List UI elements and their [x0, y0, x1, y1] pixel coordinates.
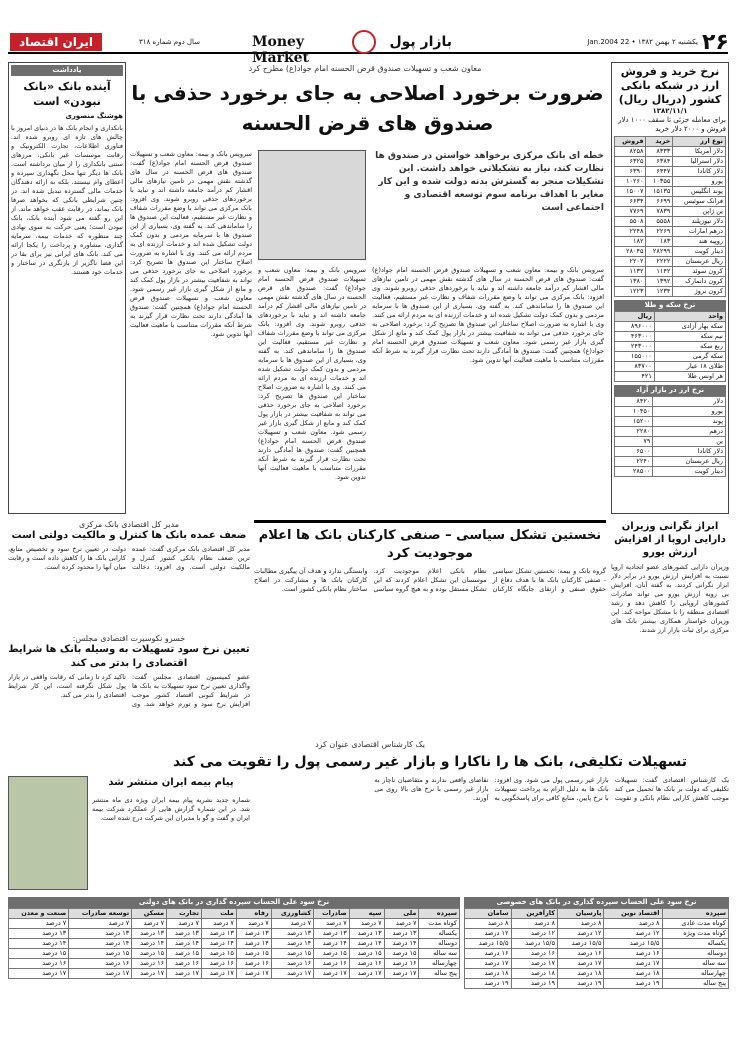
fx-row-cell: ۱۵۰۰۷	[615, 187, 646, 197]
fx-row	[615, 247, 726, 257]
private-rate-row-cell: کوتاه مدت ویژه	[662, 929, 728, 939]
euro-headline: ابراز نگرانی وزیران دارایی اروپا از افزایش ارزش یورو	[614, 521, 726, 558]
fx-row-cell: کرون نروژ	[673, 287, 726, 297]
gold-col-price: ریال	[615, 312, 655, 322]
fx-row-cell: دلار نیوزیلند	[673, 217, 726, 227]
state-rate-row-cell: ۷ درصد	[9, 919, 69, 929]
private-rate-row-cell: ۱۹ درصد	[465, 979, 512, 989]
private-rate-row-cell: ۱۷ درصد	[511, 959, 557, 969]
euro-story	[611, 520, 729, 750]
state-rate-row-cell: ۷ درصد	[132, 919, 167, 929]
state-rate-row-cell: ۱۴ درصد	[9, 939, 69, 949]
editorial-title: آینده بانک «بانک نبودن» است	[23, 80, 111, 108]
fx-row-cell: ۶۳۹۰	[615, 167, 646, 177]
private-rate-row-cell: پنج ساله	[662, 979, 728, 989]
fx-row-cell: دینار کویت	[673, 247, 726, 257]
fx-row-cell: ۱۸۲	[615, 237, 646, 247]
column-header: سپرده	[662, 909, 728, 919]
state-rate-row-cell: ۷ درصد	[384, 919, 419, 929]
fx-row	[615, 267, 726, 277]
fx-row	[615, 197, 726, 207]
main-kicker: معاون شعب و تسهیلات صندوق قرض الحسنه امام جواد(ع) مطرح کرد	[248, 64, 482, 73]
main-body-col3: سرویس بانک و بیمه: معاون شعب و تسهیلات صندوق قرض الحسنه امام جواد(ع) گفت: صندوق های قرض الحسنه در سال های گذشته نقش مهمی در تامین نیازهای مالی اقشار کم درآمد جامعه داشته اند و نباید با برخوردهای حذفی روبرو شوند. وی افزود: بانک مرکزی می تواند با وضع مقررات شفاف و نظارت غیر مستقیم، فعالیت این صندوق ها را ساماندهی کند. به گفته وی، بسیاری از این صندوق ها با سرمایه مردمی و بدون کمک دولت تشکیل شده اند و خدمات ارزنده ای به مردم ارائه می کنند. وی با اشاره به ضرورت اصلاح ساختار این صندوق ها تصریح کرد: برخورد اصلاحی به جای برخورد حذفی می تواند به شفافیت بیشتر در بازار پول کمک کند و مانع از شکل گیری بازار غیر رسمی شود. معاون شعب و تسهیلات صندوق قرض الحسنه امام جواد(ع) همچنین گفت: صندوق ها آمادگی دارند تحت نظارت قرار گیرند به شرط آنکه مقررات متناسب با ماهیت فعالیت آنها تدوین شود.	[258, 266, 366, 481]
fx-row	[615, 287, 726, 297]
fx-row-cell: ۶۴۴۷	[646, 167, 673, 177]
private-rate-row-cell: ۱۲ درصد	[557, 929, 603, 939]
state-rate-row	[9, 959, 460, 969]
private-rate-row-cell: ۱۹ درصد	[511, 979, 557, 989]
private-rate-row-cell: دوساله	[662, 949, 728, 959]
state-rate-row	[9, 969, 460, 979]
bazaar-row-cell: ۶۵۰۰	[615, 447, 653, 457]
main-pullquote: خطه ای بانک مرکزی برخواهد خواستن در صندوق ها نظارت کند، نیاز به تشکیلاتی خواهد داشت. این تشکیلات منجر به گسترش بدنه دولت شده و این کار مغایر با اهداف برنامه سوم توسعه اقتصادی و اجتماعی است	[375, 151, 604, 213]
newspaper-logo: ایران اقتصاد	[10, 33, 102, 51]
state-rate-row-cell: ۱۵ درصد	[132, 949, 167, 959]
fx-row-cell: درهم امارات	[673, 227, 726, 237]
fx-row-cell: ۲۲۴۸	[615, 227, 646, 237]
private-rate-row-cell: ۸ درصد	[604, 919, 662, 929]
state-rate-row-cell: ۱۳ درصد	[167, 929, 202, 939]
private-rate-row-cell: ۱۲ درصد	[604, 929, 662, 939]
fx-row	[615, 167, 726, 177]
column-header: اقتصاد نوین	[604, 909, 662, 919]
state-rate-row-cell: ۱۶ درصد	[9, 959, 69, 969]
state-rate-row-cell: ۱۳ درصد	[271, 929, 313, 939]
fx-row-cell: ین ژاپن	[673, 207, 726, 217]
fx-row	[615, 177, 726, 187]
state-rate-row-cell: ۱۳ درصد	[9, 929, 69, 939]
fx-row	[615, 237, 726, 247]
state-rate-row-cell: ۱۵ درصد	[384, 949, 419, 959]
parl-headline: تعیین نرخ سود تسهیلات به وسیله بانک ها شرایط اقتصادی را بدتر می کند	[8, 644, 250, 669]
fx-col-buy: خرید	[646, 137, 673, 147]
fx-row-cell: ۷۸۳۹	[646, 207, 673, 217]
private-rates-title: نرخ سود علی الحساب سپرده گذاری در بانک های خصوصی	[464, 897, 729, 908]
state-rate-row-cell: ۱۳ درصد	[201, 929, 236, 939]
main-body: سرویس بانک و بیمه: معاون شعب و تسهیلات صندوق قرض الحسنه امام جواد(ع) گفت: صندوق های قرض الحسنه در سال های گذشته نقش مهمی در تامین نیازهای مالی اقشار کم درآمد جامعه داشته اند و نباید با برخوردهای حذفی روبرو شوند. وی افزود: بانک مرکزی می تواند با وضع مقررات شفاف و نظارت غیر مستقیم، فعالیت این صندوق ها را ساماندهی کند. به گفته وی، بسیاری از این صندوق ها با سرمایه مردمی و بدون کمک دولت تشکیل شده اند و خدمات ارزنده ای به مردم ارائه می کنند. وی با اشاره به ضرورت اصلاح ساختار این صندوق ها تصریح کرد: برخورد اصلاحی به جای برخورد حذفی می تواند به شفافیت بیشتر در بازار پول کمک کند و مانع از شکل گیری بازار غیر رسمی شود. معاون شعب و تسهیلات صندوق قرض الحسنه امام جواد(ع) همچنین گفت: صندوق ها آمادگی دارند تحت نظارت قرار گیرند به شرط آنکه مقررات متناسب با ماهیت فعالیت آنها تدوین شود.	[372, 266, 604, 364]
bazaar-row	[615, 447, 726, 457]
column-header: سپرده	[419, 909, 460, 919]
state-rate-row-cell: ۱۴ درصد	[132, 939, 167, 949]
state-rate-row-cell: ۷ درصد	[236, 919, 271, 929]
gold-title: نرخ سکه و طلا	[614, 300, 726, 311]
state-rate-row-cell: ۱۳ درصد	[132, 929, 167, 939]
private-rates-table	[464, 908, 729, 989]
column-header: ملت	[201, 909, 236, 919]
fx-panel	[611, 62, 729, 514]
gold-row-cell: طلای ۱۸ عیار	[654, 362, 725, 372]
bazaar-row-cell: ۷۹	[615, 437, 653, 447]
state-rate-row-cell: ۱۶ درصد	[384, 959, 419, 969]
private-rate-row	[465, 939, 729, 949]
state-rate-row-cell: ۱۷ درصد	[132, 969, 167, 979]
state-rate-row-cell: ۱۳ درصد	[69, 929, 132, 939]
state-rate-row-cell: ۱۳ درصد	[349, 929, 384, 939]
fx-row-cell: ۱۱۳۲	[615, 267, 646, 277]
author-photo	[258, 150, 366, 260]
private-rate-row-cell: کوتاه مدت عادی	[662, 919, 728, 929]
bazaar-row-cell: یورو	[653, 407, 726, 417]
bazaar-row-cell: ۱۵۲۰۰	[615, 417, 653, 427]
bazaar-row-cell: ۲۲۴۰	[615, 457, 653, 467]
state-rate-row	[9, 929, 460, 939]
state-rate-row	[9, 939, 460, 949]
state-rate-row-cell: ۱۷ درصد	[314, 969, 350, 979]
fx-row-cell: ۱۰۳۵۵	[646, 177, 673, 187]
state-rate-row-cell: ۷ درصد	[271, 919, 313, 929]
state-rate-row-cell: ۱۷ درصد	[9, 969, 69, 979]
private-rate-row-cell: ۱۷ درصد	[557, 959, 603, 969]
state-rate-row-cell: ۱۴ درصد	[167, 939, 202, 949]
insurance-body: شماره جدید نشریه پیام بیمه ایران ویژه دی ماه منتشر شد. در این شماره گزارش هایی از عملکرد شرکت بیمه ایران و گفت و گو با مدیران این شرکت درج شده است.	[92, 796, 250, 822]
column-header: پارسیان	[557, 909, 603, 919]
state-rate-row-cell: ۱۷ درصد	[236, 969, 271, 979]
cb-body: مدیر کل اقتصادی بانک مرکزی گفت: عمده ترین ضعف نظام بانکی کشور کنترل و مالکیت دولتی است. وی افزود: دخالت دولت در تعیین نرخ سود و تخصیص منابع، کارایی بانک ها را کاهش داده است و رقابت میان آنها را محدود کرده است.	[8, 545, 250, 571]
fx-row-cell: ریال عربستان	[673, 257, 726, 267]
bazaar-row	[615, 407, 726, 417]
fx-row-cell: ۷۷۶۹	[615, 207, 646, 217]
column-header: صادرات	[314, 909, 350, 919]
private-rate-row	[465, 949, 729, 959]
bazaar-row-cell: ین	[653, 437, 726, 447]
globe-icon	[352, 30, 376, 54]
state-rate-row-cell: ۱۶ درصد	[314, 959, 350, 969]
private-rate-row	[465, 929, 729, 939]
parl-kicker: خسرو نکوسیرت اقتصادی مجلس:	[72, 634, 186, 643]
private-rate-row-cell: ۱۵/۵ درصد	[604, 939, 662, 949]
fx-row-cell: روپیه هند	[673, 237, 726, 247]
gold-row-cell: هر اونس طلا	[654, 372, 725, 382]
union-headline: نخستین تشکل سیاسی – صنفی کارکنان بانک ها اعلام موجودیت کرد	[258, 528, 602, 561]
state-rate-row-cell: ۱۶ درصد	[349, 959, 384, 969]
page-number: ۲۶	[702, 30, 729, 55]
central-bank-story	[8, 520, 250, 630]
private-rate-row-cell: ۱۸ درصد	[511, 969, 557, 979]
column-header: مسکن	[132, 909, 167, 919]
fx-row-cell: ۶۳۸۴	[646, 157, 673, 167]
bazaar-row	[615, 417, 726, 427]
editorial-column	[8, 62, 126, 514]
state-rates-title: نرخ سود علی الحساب سپرده گذاری در بانک های دولتی	[8, 897, 460, 908]
bazaar-row	[615, 397, 726, 407]
bazaar-row	[615, 457, 726, 467]
state-rate-row-cell: سه ساله	[419, 949, 460, 959]
state-rate-row-cell: ۱۴ درصد	[271, 939, 313, 949]
insurance-story	[8, 776, 250, 892]
fx-row-cell: ۸۳۳۳	[646, 147, 673, 157]
gold-table	[614, 311, 726, 382]
bazaar-row-cell: ۲۲۸۰	[615, 427, 653, 437]
state-rate-row-cell: ۱۷ درصد	[384, 969, 419, 979]
state-rate-row-cell: ۱۴ درصد	[349, 939, 384, 949]
state-rate-row-cell: ۱۶ درصد	[132, 959, 167, 969]
fx-row-cell: ۵۵۰۸	[615, 217, 646, 227]
fx-row-cell: ۲۲۲۲	[646, 257, 673, 267]
parl-body: عضو کمیسیون اقتصادی مجلس گفت: واگذاری تعیین نرخ سود تسهیلات به بانک ها در شرایط کنونی اقتصاد کشور موجب افزایش نرخ سود و تورم خواهد شد. وی تاکید کرد تا زمانی که رقابت واقعی در بازار پول شکل نگرفته است، این کار شرایط اقتصادی را بدتر می کند.	[8, 673, 250, 708]
fx-row-cell: ۲۲۰۲	[615, 257, 646, 267]
private-rate-row	[465, 959, 729, 969]
state-rate-row-cell: ۱۴ درصد	[384, 939, 419, 949]
state-rate-row-cell: ۱۷ درصد	[201, 969, 236, 979]
gold-row-cell: ۴۲۱	[615, 372, 655, 382]
main-body-col2: سرویس بانک و بیمه: معاون شعب و تسهیلات صندوق قرض الحسنه امام جواد(ع) گفت: صندوق های قرض الحسنه در سال های گذشته نقش مهمی در تامین نیازهای مالی اقشار کم درآمد جامعه داشته اند و نباید با برخوردهای حذفی روبرو شوند. وی افزود: بانک مرکزی می تواند با وضع مقررات شفاف و نظارت غیر مستقیم، فعالیت این صندوق ها را ساماندهی کند. به گفته وی، بسیاری از این صندوق ها با سرمایه مردمی و بدون کمک دولت تشکیل شده اند و خدمات ارزنده ای به مردم ارائه می کنند. وی با اشاره به ضرورت اصلاح ساختار این صندوق ها تصریح کرد: برخورد اصلاحی به جای برخورد حذفی می تواند به شفافیت بیشتر در بازار پول کمک کند و مانع از شکل گیری بازار غیر رسمی شود. معاون شعب و تسهیلات صندوق قرض الحسنه امام جواد(ع) همچنین گفت: صندوق ها آمادگی دارند تحت نظارت قرار گیرند به شرط آنکه مقررات متناسب با ماهیت فعالیت آنها تدوین شود.	[130, 150, 252, 338]
gold-row	[615, 352, 726, 362]
fx-row-cell: ۲۸۲۹۹	[646, 247, 673, 257]
fx-row	[615, 187, 726, 197]
state-rate-row-cell: ۱۵ درصد	[314, 949, 350, 959]
bazaar-row-cell: پوند	[653, 417, 726, 427]
private-rate-row-cell: ۱۷ درصد	[604, 959, 662, 969]
state-rate-row-cell: ۱۶ درصد	[167, 959, 202, 969]
fx-row	[615, 157, 726, 167]
fx-row-cell: ۱۳۸۰	[615, 277, 646, 287]
column-header: رفاه	[236, 909, 271, 919]
editorial-body: بانکداری و انجام بانک ها در دنیای امروز با چالش های تازه ای روبرو شده اند. فناوری اطلاعات، تجارت الکترونیک و رقابت موسسات غیر بانکی، مرزهای سنتی بانکداری را از میان برداشته است. بانک ها دیگر تنها محل نگهداری سپرده و اعطای وام نیستند، بلکه به ارائه دهندگان خدمات مالی گسترده تبدیل شده اند. در چنین شرایطی بانکی که بخواهد صرفا بانک بماند، در رقابت عقب خواهد ماند. از این رو گفته می شود آینده بانک، بانک نبودن است؛ یعنی حرکت به سوی نهادی چند منظوره که خدمات بیمه، سرمایه گذاری، مشاوره و پرداخت را یکجا ارائه می کند. بانک های ایرانی نیز برای بقا در این فضا ناگزیر از بازنگری در ساختار و خدمات خود هستند.	[11, 124, 123, 276]
state-rate-row-cell: ۱۵ درصد	[201, 949, 236, 959]
state-rate-row-cell: ۱۶ درصد	[236, 959, 271, 969]
state-rate-row-cell: ۱۵ درصد	[236, 949, 271, 959]
state-rate-row-cell: ۱۵ درصد	[349, 949, 384, 959]
fx-row-cell: ۶۳۲۵	[615, 157, 646, 167]
gold-row-cell: ربع سکه	[654, 342, 725, 352]
fx-row-cell: ۶۶۳۴	[615, 197, 646, 207]
fx-row-cell: ۱۱۴۲	[646, 267, 673, 277]
euro-body: وزیران دارایی کشورهای عضو اتحادیه اروپا نسبت به افزایش ارزش یورو در برابر دلار ابراز نگرانی کردند. به گفته آنان، افزایش بی رویه ارزش یورو می تواند صادرات کشورهای اروپایی را کاهش دهد و رشد اقتصادی منطقه را با مشکل مواجه کند. این وزیران خواستار همکاری بیشتر بانک های مرکزی برای ثبات بازار ارز شدند.	[611, 563, 729, 634]
state-rate-row-cell: چهارساله	[419, 959, 460, 969]
cb-kicker: مدیر کل اقتصادی بانک مرکزی	[78, 520, 180, 529]
private-rate-row-cell: ۱۹ درصد	[557, 979, 603, 989]
bazaar-table	[614, 396, 726, 477]
issue-line: سال دوم شماره ۳۱۸	[139, 38, 200, 46]
private-rate-row-cell: ۱۶ درصد	[465, 949, 512, 959]
lower-body: یک کارشناس اقتصادی گفت: تسهیلات تکلیفی که دولت بر بانک ها تحمیل می کند موجب کاهش کارایی نظام بانکی و تقویت بازار غیر رسمی پول می شود. وی افزود: بانک ها به دلیل الزام به پرداخت تسهیلات با نرخ پایین، منابع کافی برای پاسخگویی به تقاضای واقعی ندارند و متقاضیان ناچار به بازار غیر رسمی با نرخ های بالا روی می آورند.	[374, 776, 729, 802]
editorial-author: هوشنگ منصوری	[65, 112, 123, 120]
bazaar-title: نرخ ارز در بازار آزاد	[614, 385, 726, 396]
fx-row-cell: دلار آمریکا	[673, 147, 726, 157]
lower-headline: تسهیلات تکلیفی، بانک ها را ناکارا و بازار غیر رسمی پول را تقویت می کند	[173, 754, 687, 770]
gold-row	[615, 372, 726, 382]
column-header: توسعه صادرات	[69, 909, 132, 919]
editorial-band: یادداشت	[11, 65, 123, 76]
state-rate-row-cell: ۱۳ درصد	[236, 929, 271, 939]
state-rate-row-cell: ۱۶ درصد	[271, 959, 313, 969]
state-rate-row-cell: ۱۴ درصد	[236, 939, 271, 949]
bazaar-row-cell: دلار کانادا	[653, 447, 726, 457]
gold-row	[615, 342, 726, 352]
state-rates-table	[8, 908, 460, 979]
column-header: تجارت	[167, 909, 202, 919]
state-rate-row-cell: ۱۴ درصد	[69, 939, 132, 949]
parliament-story	[8, 634, 250, 740]
gold-col-unit: واحد	[654, 312, 725, 322]
fx-row-cell: فرانک سوئیس	[673, 197, 726, 207]
state-rate-row-cell: پنج ساله	[419, 969, 460, 979]
fx-row-cell: کرون سوئد	[673, 267, 726, 277]
state-rates	[8, 897, 460, 979]
fx-row-cell: ۲۲۶۹	[646, 227, 673, 237]
bazaar-row-cell: ریال عربستان	[653, 457, 726, 467]
private-rate-row-cell: ۱۵/۵ درصد	[511, 939, 557, 949]
state-rate-row-cell: ۱۵ درصد	[69, 949, 132, 959]
bazaar-row-cell: ۸۴۲۰	[615, 397, 653, 407]
private-rate-row-cell: ۱۸ درصد	[604, 969, 662, 979]
private-rate-row-cell: ۱۶ درصد	[511, 949, 557, 959]
cb-headline: ضعف عمده بانک ها کنترل و مالکیت دولتی است	[11, 530, 247, 541]
private-rate-row-cell: ۱۲ درصد	[465, 929, 512, 939]
fx-col-currency: نوع ارز	[673, 137, 726, 147]
fx-row-cell: پوند انگلیس	[673, 187, 726, 197]
private-rate-row	[465, 979, 729, 989]
private-rate-row-cell: ۸ درصد	[511, 919, 557, 929]
bazaar-row-cell: دینار کویت	[653, 467, 726, 477]
section-title-en: Money Market	[252, 34, 310, 66]
insurance-cover-image	[8, 776, 88, 890]
private-rate-row	[465, 919, 729, 929]
gold-row-cell: ۱۵۵۰۰۰	[615, 352, 655, 362]
fx-row-cell: ۱۲۲۳	[615, 287, 646, 297]
fx-row-cell: ۸۲۵۸	[615, 147, 646, 157]
state-rate-row-cell: ۱۵ درصد	[271, 949, 313, 959]
gold-row-cell: ۸۹۶۰۰۰	[615, 322, 655, 332]
fx-row-cell: یورو	[673, 177, 726, 187]
fx-row-cell: دلار کانادا	[673, 167, 726, 177]
private-rate-row-cell: ۱۸ درصد	[465, 969, 512, 979]
state-rate-row-cell: ۷ درصد	[201, 919, 236, 929]
column-header: صنعت و معدن	[9, 909, 69, 919]
fx-row-cell: ۱۲۳۴	[646, 287, 673, 297]
fx-row-cell: ۱۸۳	[646, 237, 673, 247]
fx-row-cell: ۱۰۲۶۰	[615, 177, 646, 187]
private-rates	[464, 897, 729, 989]
state-rate-row-cell: ۱۷ درصد	[167, 969, 202, 979]
private-rate-row-cell: ۱۵/۵ درصد	[465, 939, 512, 949]
fx-row-cell: ۲۸۰۴۵	[615, 247, 646, 257]
gold-row-cell: سکه گرمی	[654, 352, 725, 362]
fx-note: برای معامله جزئی تا سقف ۱۰۰۰ دلار فروش و ۲۰۰۰ دلار خرید	[618, 116, 726, 133]
fx-row	[615, 207, 726, 217]
fx-row-cell: ۶۶۹۹	[646, 197, 673, 207]
bazaar-row-cell: ۲۸۵۰۰	[615, 467, 653, 477]
fx-row-cell: دلار استرالیا	[673, 157, 726, 167]
section-title-fa: بازار پول	[389, 34, 452, 50]
column-header: ملی	[384, 909, 419, 919]
gold-row-cell: سکه بهار آزادی	[654, 322, 725, 332]
private-rate-row-cell: ۱۶ درصد	[557, 949, 603, 959]
private-rate-row-cell: ۱۲ درصد	[511, 929, 557, 939]
gold-row-cell: نیم سکه	[654, 332, 725, 342]
fx-row	[615, 257, 726, 267]
column-header: سپه	[349, 909, 384, 919]
gold-row	[615, 322, 726, 332]
state-rate-row-cell: ۷ درصد	[167, 919, 202, 929]
lower-kicker: یک کارشناس اقتصادی عنوان کرد	[315, 740, 425, 749]
state-rate-row-cell: ۷ درصد	[69, 919, 132, 929]
union-story	[254, 520, 606, 735]
fx-row-cell: ۱۳۹۲	[646, 277, 673, 287]
bazaar-row-cell: ۱۰۴۵۰	[615, 407, 653, 417]
state-rate-row-cell: یکساله	[419, 929, 460, 939]
bazaar-row	[615, 427, 726, 437]
private-rate-row-cell: چهارساله	[662, 969, 728, 979]
fx-row	[615, 227, 726, 237]
fx-row-cell: ۵۵۵۸	[646, 217, 673, 227]
column-header: سامان	[465, 909, 512, 919]
fx-row	[615, 277, 726, 287]
gold-row-cell: ۲۴۳۰۰۰	[615, 342, 655, 352]
state-rate-row-cell: ۱۴ درصد	[201, 939, 236, 949]
main-headline: ضرورت برخورد اصلاحی به جای برخورد حذفی با صندوق های قرض الحسنه	[131, 81, 604, 135]
union-body: گروه بانک و بیمه: نخستین تشکل سیاسی - صنفی کارکنان بانک ها با هدف دفاع از حقوق صنفی و ارتقای جایگاه کارکنان نظام بانکی اعلام موجودیت کرد. موسسان این تشکل اعلام کردند که این تشکل مستقل بوده و به هیچ گروه سیاسی وابستگی ندارد و هدف آن پیگیری مطالبات کارکنان بانک ها و مشارکت در اصلاح ساختار نظام بانکی کشور است.	[254, 567, 606, 593]
gold-row-cell: ۴۶۳۰۰۰	[615, 332, 655, 342]
state-rate-row	[9, 919, 460, 929]
private-rate-row-cell: یکساله	[662, 939, 728, 949]
state-rate-row-cell: ۱۴ درصد	[314, 939, 350, 949]
bazaar-row	[615, 437, 726, 447]
private-rate-row-cell: سه ساله	[662, 959, 728, 969]
private-rate-row-cell: ۱۵/۵ درصد	[557, 939, 603, 949]
state-rate-row-cell: ۷ درصد	[314, 919, 350, 929]
private-rate-row-cell: ۸ درصد	[465, 919, 512, 929]
bazaar-row-cell: دلار	[653, 397, 726, 407]
private-rate-row-cell: ۸ درصد	[557, 919, 603, 929]
gold-row	[615, 362, 726, 372]
fx-row-cell: کرون دانمارک	[673, 277, 726, 287]
private-rate-row-cell: ۱۸ درصد	[557, 969, 603, 979]
insurance-title: پیام بیمه ایران منتشر شد	[108, 777, 234, 788]
state-rate-row-cell: ۱۶ درصد	[201, 959, 236, 969]
fx-col-sell: فروش	[615, 137, 646, 147]
private-rate-row-cell: ۱۷ درصد	[465, 959, 512, 969]
state-rate-row-cell: ۱۵ درصد	[9, 949, 69, 959]
fx-panel-title: نرخ خرید و فروش ارز در شبکه بانکی کشور (دریال ریال)	[618, 65, 722, 106]
date-line: یکشنبه ۲ بهمن ۱۳۸۲ • 22 Jan.2004	[587, 38, 698, 46]
column-header: کشاورزی	[271, 909, 313, 919]
state-rate-row-cell: ۷ درصد	[349, 919, 384, 929]
private-rate-row	[465, 969, 729, 979]
private-rate-row-cell: ۱۶ درصد	[604, 949, 662, 959]
fx-date: ۱۳۸۲/۱۱/۱	[652, 107, 688, 115]
fx-table	[614, 136, 726, 297]
state-rate-row-cell: ۱۶ درصد	[69, 959, 132, 969]
state-rate-row-cell: ۱۳ درصد	[314, 929, 350, 939]
column-header: کارآفرین	[511, 909, 557, 919]
state-rate-row-cell: ۱۵ درصد	[167, 949, 202, 959]
state-rate-row-cell: ۱۳ درصد	[384, 929, 419, 939]
fx-row-cell: ۱۵۱۳۵	[646, 187, 673, 197]
private-rate-row-cell: ۱۹ درصد	[604, 979, 662, 989]
state-rate-row-cell: ۱۷ درصد	[69, 969, 132, 979]
gold-row-cell: ۸۳۷۰۰	[615, 362, 655, 372]
state-rate-row-cell: ۱۷ درصد	[271, 969, 313, 979]
gold-row	[615, 332, 726, 342]
bazaar-row-cell: درهم	[653, 427, 726, 437]
bazaar-row	[615, 467, 726, 477]
state-rate-row-cell: دوساله	[419, 939, 460, 949]
state-rate-row-cell: کوتاه مدت	[419, 919, 460, 929]
state-rate-row	[9, 949, 460, 959]
state-rate-row-cell: ۱۷ درصد	[349, 969, 384, 979]
fx-row	[615, 217, 726, 227]
fx-row	[615, 147, 726, 157]
